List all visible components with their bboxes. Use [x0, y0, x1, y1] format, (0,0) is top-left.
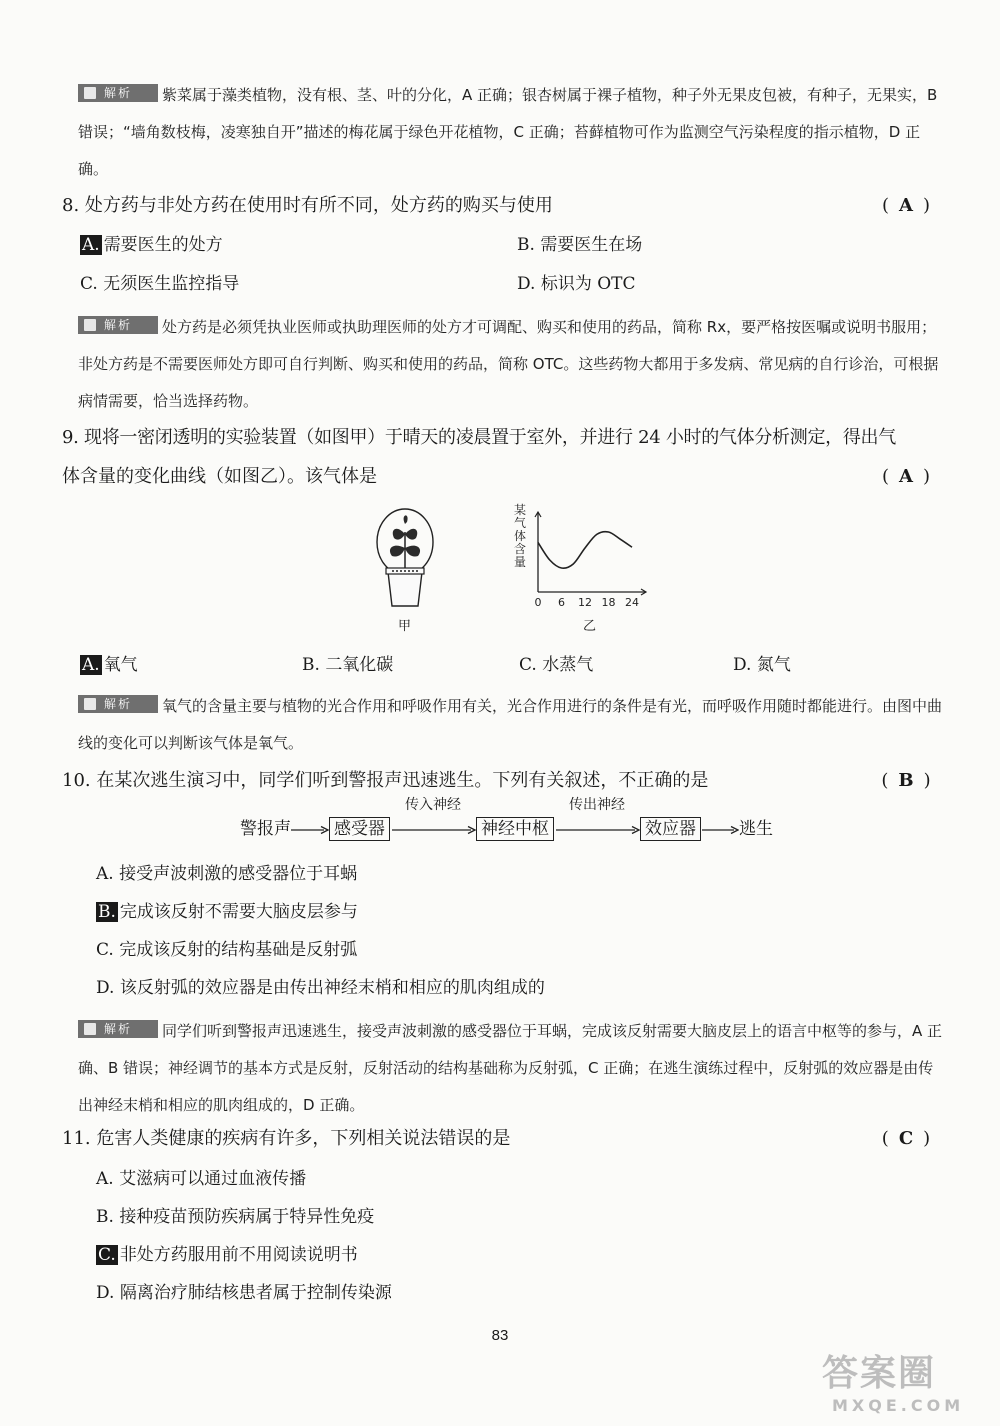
- chart-ylabel-char: 气: [513, 516, 527, 530]
- q9-option-d: D. 氮气: [733, 655, 791, 675]
- q9-answer: ( A ): [881, 466, 931, 487]
- q11-answer: ( C ): [881, 1128, 931, 1149]
- chart-x-ticks: [535, 596, 640, 609]
- q8-analysis: 解析 处方药是必须凭执业医师或执助理医师的处方才可调配、购买和使用的药品，简称 Rx，要严格按医嘱或说明书服用；非处方药是不需要医师处方即可自行判断、购买和使用的药品，简称 OTC。这些药物大都用于多发病、常见病的自行诊治，可根据病情需要，恰当选择药物。: [78, 318, 939, 410]
- analysis-badge: 解析: [78, 695, 158, 713]
- flow-box-effector: 效应器: [640, 817, 701, 841]
- reflex-flow-diagram: 警报声 感受器 传入神经 神经中枢 传出神经 效应器 逃生: [240, 816, 773, 843]
- q8-stem: 8. 处方药与非处方药在使用时有所不同，处方药的购买与使用: [62, 195, 553, 216]
- q10-option-b: B. 完成该反射不需要大脑皮层参与: [98, 902, 358, 922]
- q10-answer: ( B ): [881, 770, 931, 791]
- q8-option-d: D. 标识为 OTC: [517, 274, 636, 294]
- chart-ylabel-char: 某: [513, 503, 527, 517]
- q10-option-d: D. 该反射弧的效应器是由传出神经末梢和相应的肌肉组成的: [96, 978, 545, 998]
- q8-option-b: B. 需要医生在场: [517, 235, 643, 255]
- chart-x-tick-label: 6: [558, 596, 565, 609]
- figure-yi-label: 乙: [583, 619, 597, 634]
- q10-option-c: C. 完成该反射的结构基础是反射弧: [96, 940, 358, 960]
- chart-ylabel-char: 含: [513, 542, 527, 556]
- arrow-3: 传出神经: [554, 817, 640, 843]
- book-icon: [84, 698, 96, 710]
- chart-ylabel-char: 体: [513, 529, 527, 543]
- chart-ylabel: [514, 503, 526, 569]
- q10-option-a: A. 接受声波刺激的感受器位于耳蜗: [96, 864, 358, 884]
- flow-box-receptor: 感受器: [329, 817, 390, 841]
- chart-x-tick-label: 12: [578, 596, 592, 609]
- q11-option-b: B. 接种疫苗预防疾病属于特异性免疫: [96, 1207, 375, 1227]
- q11-option-c: C. 非处方药服用前不用阅读说明书: [98, 1245, 358, 1265]
- figure-jia-label: 甲: [398, 619, 412, 634]
- q8-option-a: A. 需要医生的处方: [82, 235, 223, 255]
- page-number: 83: [491, 1327, 509, 1344]
- arrow-4: [701, 817, 739, 843]
- analysis-badge: 解析: [78, 1020, 158, 1038]
- arrow-1: [291, 817, 329, 843]
- watermark-url: MXQE.COM: [832, 1396, 965, 1415]
- analysis-badge: 解析: [78, 84, 158, 102]
- q8-option-c: C. 无须医生监控指导: [80, 274, 240, 294]
- q9-analysis: 解析 氧气的含量主要与植物的光合作用和呼吸作用有关，光合作用进行的条件是有光，而呼吸作用随时都能进行。由图中曲线的变化可以判断该气体是氧气。: [78, 697, 943, 752]
- q10-stem: 10. 在某次逃生演习中，同学们听到警报声迅速逃生。下列有关叙述，不正确的是: [62, 770, 709, 791]
- chart-series-line: [538, 532, 632, 569]
- arrow-2: 传入神经: [390, 817, 476, 843]
- q7-analysis: 解析 紫菜属于藻类植物，没有根、茎、叶的分化，A 正确；银杏树属于裸子植物，种子外无果皮包被，有种子，无果实，B 错误；“墙角数枝梅，凌寒独自开”描述的梅花属于绿色开花植物，C 正确；苔藓植物可作为监测空气污染程度的指示植物，D 正确。: [78, 86, 938, 178]
- chart-ylabel-char: 量: [513, 555, 527, 569]
- flow-box-center: 神经中枢: [476, 817, 554, 841]
- q11-option-a: A. 艾滋病可以通过血液传播: [96, 1169, 307, 1189]
- q8-answer: ( A ): [881, 195, 931, 216]
- book-icon: [84, 87, 96, 99]
- figure-jia-plant-jar: [370, 502, 440, 632]
- chart-x-tick-label: 0: [534, 596, 542, 609]
- chart-x-tick-label: 18: [601, 596, 616, 609]
- q9-stem-line1: 9. 现将一密闭透明的实验装置（如图甲）于晴天的凌晨置于室外，并进行 24 小时的气体分析测定，得出气: [62, 427, 896, 448]
- q9-option-b: B. 二氧化碳: [302, 655, 394, 675]
- q10-analysis: 解析 同学们听到警报声迅速逃生，接受声波刺激的感受器位于耳蜗，完成该反射需要大脑皮层上的语言中枢等的参与，A 正确、B 错误；神经调节的基本方式是反射，反射活动的结构基础称为反射弧，C 正确；在逃生演练过程中，反射弧的效应器是由传出神经末梢和相应的肌肉组成的，D 正确。: [78, 1022, 943, 1114]
- book-icon: [84, 319, 96, 331]
- q9-option-a: A. 氧气: [82, 655, 138, 675]
- watermark-logo: 答案圈: [822, 1353, 937, 1394]
- analysis-badge: 解析: [78, 316, 158, 334]
- q11-option-d: D. 隔离治疗肺结核患者属于控制传染源: [96, 1283, 392, 1303]
- chart-x-tick-label: 24: [625, 596, 639, 609]
- book-icon: [84, 1023, 96, 1035]
- chart-axes: [535, 512, 646, 595]
- q9-option-c: C. 水蒸气: [519, 655, 594, 675]
- q9-stem-line2: 体含量的变化曲线（如图乙）。该气体是: [62, 466, 377, 487]
- q11-stem: 11. 危害人类健康的疾病有许多，下列相关说法错误的是: [62, 1128, 511, 1149]
- figure-yi-chart: [508, 500, 648, 615]
